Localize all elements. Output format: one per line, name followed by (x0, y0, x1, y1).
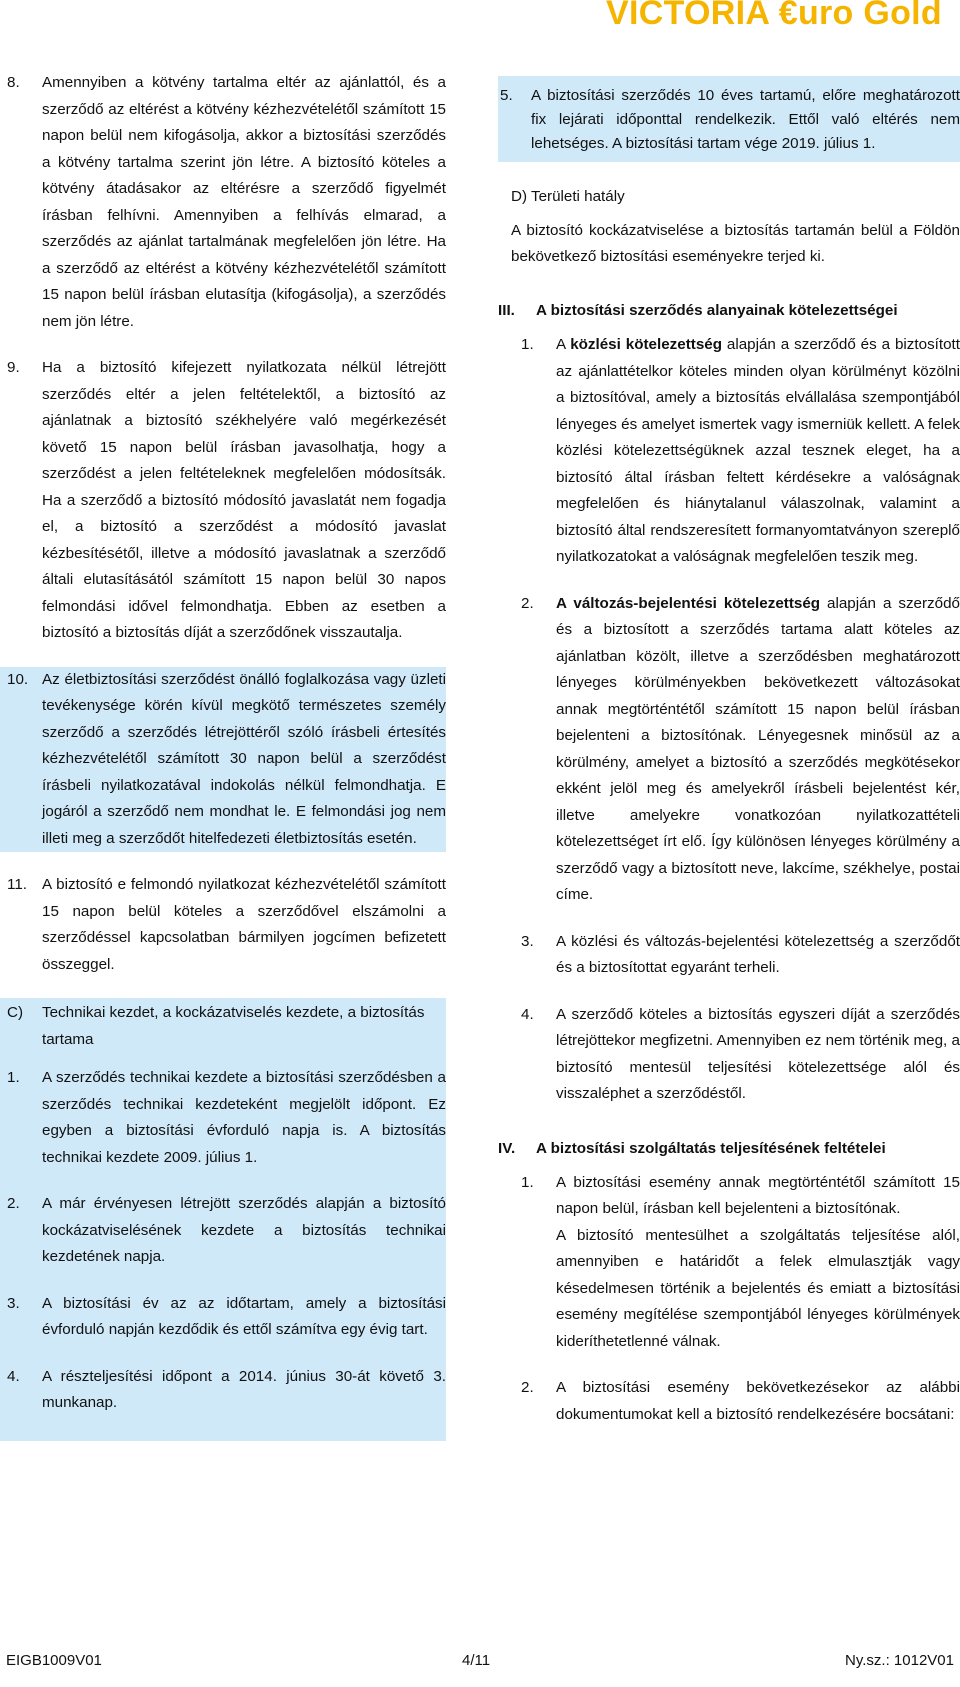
paragraph-10 (0, 667, 446, 853)
item-text: A biztosítási év az az időtartam, amely a biztosítási évforduló napján kezdődik és ettől számítva egy évig tart. (42, 1294, 446, 1338)
section-c-block (0, 998, 446, 1441)
footer-page-number: 4/11 (462, 1652, 491, 1669)
item-text: A biztosító e felmondó nyilatkozat kézhezvételétől számított 15 napon belül köteles a szerződővel elszámolni a szerződéssel kapcsolatban bármilyen jogcímen befizetett összeggel. (42, 876, 446, 973)
item-text: A biztosítási esemény bekövetkezésekor az alábbi dokumentumokat kell a biztosító rendelkezésére bocsátani: (556, 1379, 960, 1423)
item-number: 3. (7, 1294, 20, 1312)
item-number: 2. (7, 1195, 20, 1212)
item-number: 8. (7, 74, 20, 91)
item-number: 9. (7, 359, 20, 376)
brand-logo-text: VICTORIA €uro Gold (606, 0, 942, 32)
section-c-heading (0, 1000, 446, 1053)
section-c-item-5 (498, 84, 960, 156)
item-number: 2. (521, 594, 534, 612)
paragraph-11 (0, 872, 446, 978)
section-c-item-3 (0, 1291, 446, 1344)
paragraph-8 (0, 70, 446, 335)
footer-document-code: EIGB1009V01 (6, 1652, 102, 1669)
item-text: A szerződő köteles a biztosítás egyszeri díját a szerződés létrejöttekor megfizetni. Amennyiben ez nem történik meg, a biztosító mentesül teljesítési kötelezettsége alól és visszaléphet a szerződéstől. (556, 1005, 960, 1102)
item-text-continued: A biztosító mentesülhet a szolgáltatás teljesítése alól, amennyiben e határidőt a felek elmulasztják vagy késedelmesen történik a bejelentés és emiatt a biztosítási esemény megítélése szempontjából lényeges körülmények kideríthetetlenné válnak. (556, 1226, 960, 1350)
left-column (0, 70, 446, 1441)
section-c-item-4 (0, 1364, 446, 1417)
item-text: Az életbiztosítási szerződést önálló foglalkozása vagy üzleti tevékenysége körén kívül megkötő természetes személy szerződő a szerződés létrejöttéről szóló írásbeli értesítés kézhezvételétől számított 30 napon belül a szerződést írásbeli nyilatkozatával indokolás nélkül felmondhatja. E jogáról a szerződő nem mondhat le. E felmondási jog nem illeti meg a szerződőt hitelfedezeti életbiztosítás esetén. (42, 670, 446, 847)
item-text-bold: közlési kötelezettség (570, 336, 722, 353)
section-title: Technikai kezdet, a kockázatviselés kezdete, a biztosítás tartama (42, 1004, 425, 1048)
section-c-item-2 (0, 1191, 446, 1271)
item-number: 2. (521, 1379, 534, 1396)
section-iii-item-2 (498, 591, 960, 909)
section-title: A biztosítási szerződés alanyainak kötelezettségei (536, 302, 898, 319)
section-iii-heading (498, 298, 960, 324)
item-number: 1. (521, 1173, 534, 1191)
item-number: 1. (7, 1069, 20, 1086)
item-text: A már érvényesen létrejött szerződés alapján a biztosító kockázatviselésének kezdete a biztosítás technikai kezdetének napja. (42, 1195, 446, 1265)
section-roman: III. (498, 302, 515, 319)
item-number: 1. (521, 336, 534, 353)
section-c-item-1 (0, 1065, 446, 1171)
item-number: 11. (7, 876, 27, 893)
item-number: 10. (7, 670, 29, 688)
item-text: A közlési és változás-bejelentési kötelezettség a szerződőt és a biztosítottat egyaránt terheli. (556, 932, 960, 976)
item-number: 4. (521, 1005, 534, 1023)
item-text-post: alapján a szerződő és a biztosított az ajánlattételkor köteles minden olyan körülményt közölni a biztosítóval, amely a biztosítás elvállalása szempontjából lényeges és amelyet ismertek vagy ismerniük kellett. A felek közlési kötelezettségüknek azzal tesznek eleget, ha a biztosító által írásban feltett kérdésekre a valóságnak megfelelően és hiánytalanul válaszolnak, valamint a biztosító által rendszeresített formanyomtatványon szereplő nyilatkozatokat a valóságnak megfelelően teszik meg. (556, 336, 960, 565)
right-column (498, 70, 960, 1428)
section-letter: C) (7, 1004, 24, 1021)
item-text-post: alapján a szerződő és a biztosított a szerződés tartama alatt köteles az ajánlatban közölt, illetve a szerződésben meghatározott lényeges körülményekben bekövetkezett változásokat annak megtörténtétől számított 15 napon belül írásban bejelenteni a biztosítónak. Lényegesnek minősül az a körülmény, amelyet a biztosító a szerződés megkötésekor ekként jelöl meg és amelyekről írásbeli bejelentést kér, illetve amelyekre vonatkozóan nyilatkozattételi kötelezettséget írt elő. Így különösen lényeges körülmény a szerződő vagy a biztosított neve, lakcíme, székhelye, postai címe. (556, 594, 960, 903)
section-d-text: A biztosító kockázatviselése a biztosítás tartamán belül a Földön bekövetkező biztosítási eseményekre terjed ki. (511, 222, 960, 265)
item-text-bold: A változás-bejelentési kötelezettség (556, 594, 821, 612)
section-title: A biztosítási szolgáltatás teljesítésének feltételei (536, 1139, 886, 1157)
item-number: 3. (521, 932, 534, 950)
paragraph-9 (0, 355, 446, 647)
page-footer (0, 1652, 960, 1676)
section-iii-item-1 (498, 332, 960, 571)
item-number: 4. (7, 1367, 20, 1385)
section-iii-item-4 (498, 1002, 960, 1108)
item-number: 5. (500, 87, 513, 104)
section-c-continuation (498, 76, 960, 162)
section-iii-item-3 (498, 929, 960, 982)
item-text: Amennyiben a kötvény tartalma eltér az ajánlattól, és a szerződő az eltérést a kötvény kézhezvételétől számított 15 napon belül nem kifogásolja, akkor a biztosítási szerződés a kötvény tartalma szerint jön létre. A biztosító köteles a kötvény átadásakor az eltérésre a szerződő figyelmét írásban felhívni. Amennyiben a felhívás elmarad, a szerződés az ajánlat tartalmának megfelelően jön létre. Ha a szerződő az eltérést a kötvény kézhezvételétől számított 15 napon belül írásban elutasítja (kifogásolja), a szerződés nem jön létre. (42, 74, 446, 330)
item-text-pre: A (556, 336, 571, 353)
section-iv-heading (498, 1136, 960, 1162)
item-text: A biztosítási szerződés 10 éves tartamú, előre meghatározott fix lejárati időponttal rendelkezik. Ettől való eltérés nem lehetséges. A biztosítási tartam vége 2019. július 1. (531, 87, 960, 152)
section-iv-item-2 (498, 1375, 960, 1428)
item-text: A részteljesítési időpont a 2014. június 30-át követő 3. munkanap. (42, 1367, 446, 1411)
footer-registration-number: Ny.sz.: 1012V01 (845, 1652, 954, 1669)
item-text: A szerződés technikai kezdete a biztosítási szerződésben a szerződés technikai kezdeteként megjelölt időpont. Ez egyben a biztosítási évforduló napja is. A biztosítás technikai kezdete 2009. július 1. (42, 1069, 446, 1166)
item-text: Ha a biztosító kifejezett nyilatkozata nélkül létrejött szerződés eltér a jelen feltételektől, a biztosító az ajánlatnak a biztosító székhelyére való megérkezését követő 15 napon belül írásban javasolhatja, hogy a szerződést a jelen feltételeknek megfelelően módosítsák. Ha a szerződő a biztosító módosító javaslatát nem fogadja el, a biztosító a szerződést a módosító javaslat kézbesítésétől, illetve a módosító javaslatnak a szerződő általi elutasításától számított 15 napon belül 30 napos felmondási idővel felmondhatja. Ebben az esetben a biztosító a biztosítás díját a szerződőnek visszautalja. (42, 359, 446, 641)
section-iv-item-1 (498, 1170, 960, 1356)
section-d-title: D) Területi hatály (511, 188, 625, 205)
item-text: A biztosítási esemény annak megtörténtétől számított 15 napon belül, írásban kell bejelenteni a biztosítónak. (556, 1173, 960, 1217)
section-roman: IV. (498, 1139, 516, 1157)
